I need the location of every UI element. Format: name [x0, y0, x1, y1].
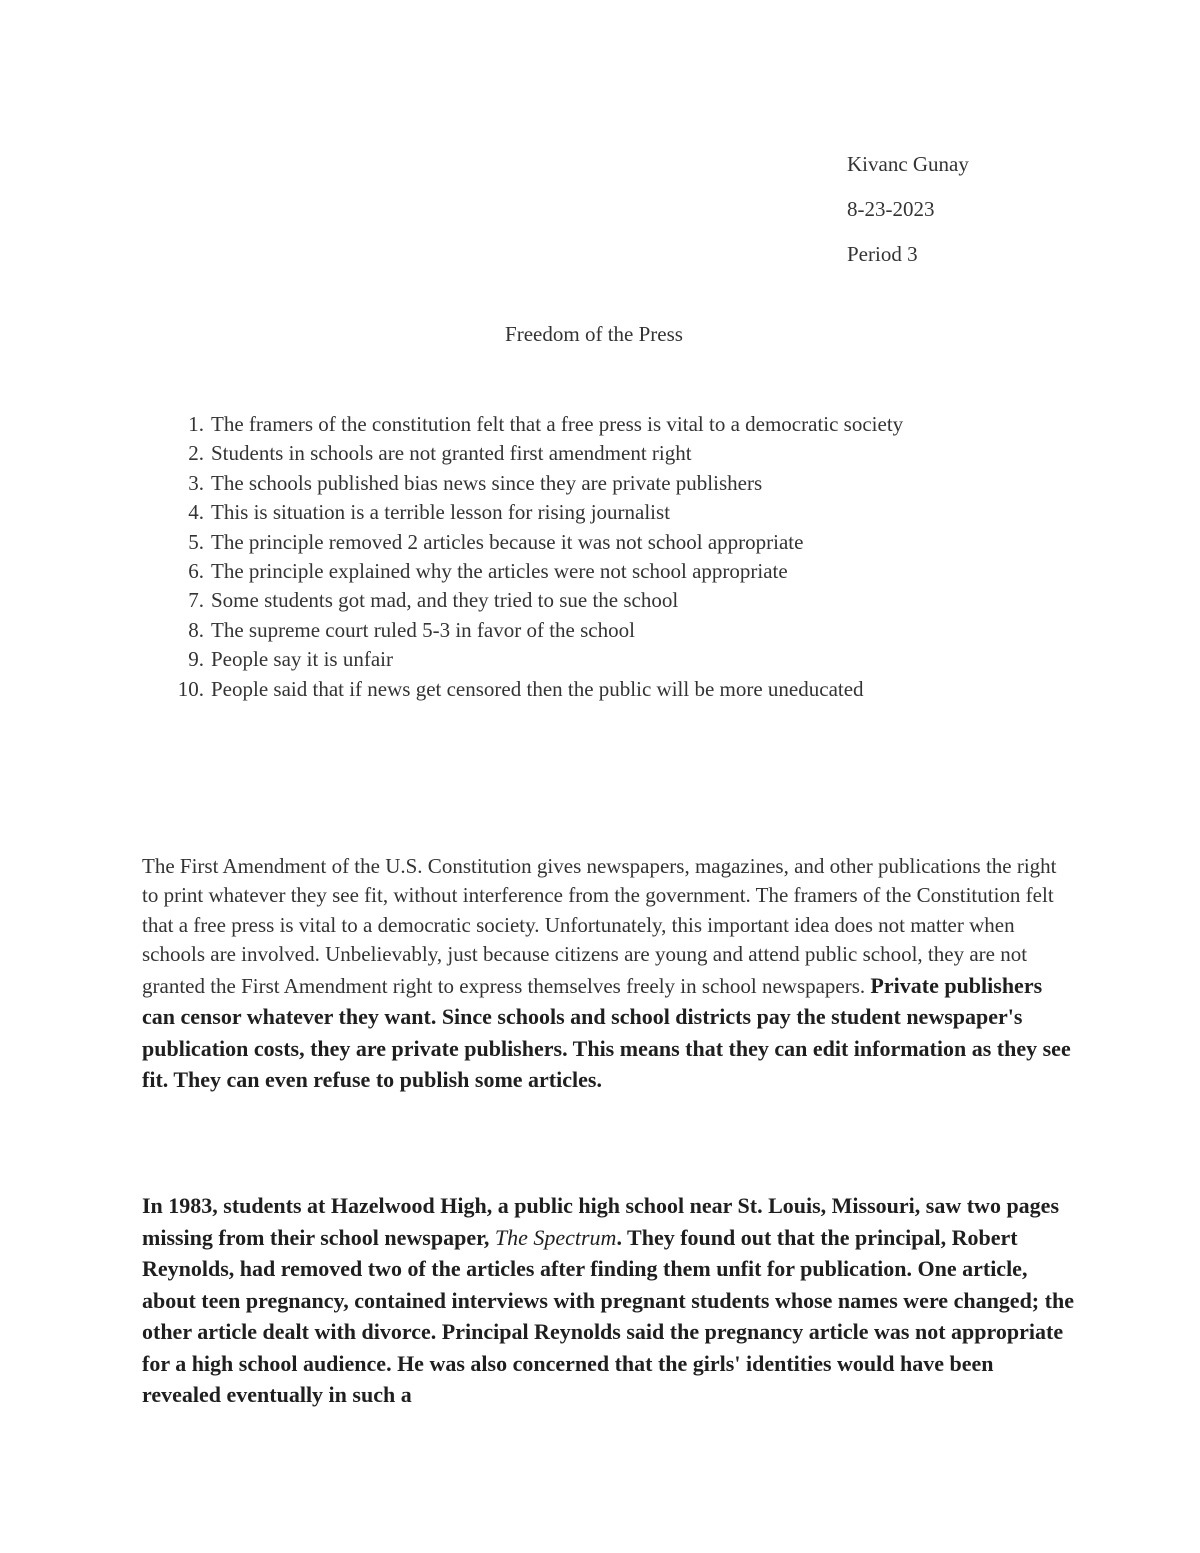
list-item	[166, 586, 903, 615]
list-item-number: 9.	[188, 647, 204, 672]
list-item-number: 7.	[188, 588, 204, 613]
header-block	[847, 142, 969, 277]
paragraph-hazelwood	[142, 1190, 1077, 1411]
paragraph-text-after-title: . They found out that the principal, Robert Reynolds, had removed two of the articles after finding them unfit for publication. One article, about teen pregnancy, contained interviews with pregnant students whose names were changed; the other article dealt with divorce. Principal Reynolds said the pregnancy article was not appropriate for a high school audience. He was also concerned that the girls' identities would have been revealed eventually in such a	[142, 1224, 1074, 1407]
list-item-text: People say it is unfair	[211, 647, 393, 672]
newspaper-title: The Spectrum	[494, 1224, 617, 1250]
list-item	[166, 675, 903, 704]
assignment-date: 8-23-2023	[847, 197, 935, 221]
list-item-number: 5.	[188, 529, 204, 554]
student-name: Kivanc Gunay	[847, 152, 969, 176]
list-item-text: People said that if news get censored then the public will be more uneducated	[211, 676, 864, 701]
list-item-number: 1.	[188, 412, 204, 436]
paragraph-first-amendment	[142, 852, 1077, 1096]
notes-list	[166, 410, 903, 704]
list-item-number: 10.	[177, 676, 204, 701]
list-item	[166, 645, 903, 674]
list-item-number: 4.	[188, 500, 204, 525]
list-item-number: 2.	[188, 441, 204, 466]
list-item	[166, 498, 903, 527]
list-item-text: The principle removed 2 articles because it was not school appropriate	[211, 529, 804, 554]
list-item	[166, 616, 903, 645]
list-item-text: Some students got mad, and they tried to sue the school	[211, 588, 679, 613]
paragraph-bold-text: Private publishers can censor whatever they want. Since schools and school districts pay the student newspaper's publication costs, they are private publishers. This means that they can edit information as they see fit. They can even refuse to publish some articles.	[142, 972, 1071, 1093]
list-item	[166, 410, 903, 439]
list-item-text: The supreme court ruled 5-3 in favor of the school	[211, 617, 635, 642]
list-item-text: This is situation is a terrible lesson for rising journalist	[211, 500, 671, 525]
paragraph-text-before-title: In 1983, students at Hazelwood High, a public high school near St. Louis, Missouri, saw two pages missing from their school newspaper,	[142, 1193, 1060, 1250]
list-item-text: The principle explained why the articles were not school appropriate	[211, 559, 788, 584]
paragraph-normal-text: The First Amendment of the U.S. Constitution gives newspapers, magazines, and other publications the right to print whatever they see fit, without interference from the government. The framers of the Constitution felt that a free press is vital to a democratic society. Unfortunately, this important idea does not matter when schools are involved. Unbelievably, just because citizens are young and attend public school, they are not granted the First Amendment right to express themselves freely in school newspapers.	[142, 854, 1057, 998]
list-item	[166, 469, 903, 498]
list-item	[166, 557, 903, 586]
document-title: Freedom of the Press	[505, 322, 683, 346]
list-item-number: 8.	[188, 617, 204, 642]
list-item-number: 3.	[188, 470, 204, 495]
list-item	[166, 439, 903, 468]
class-period: Period 3	[847, 242, 918, 266]
list-item-number: 6.	[188, 559, 204, 584]
list-item-text: The schools published bias news since they are private publishers	[211, 470, 763, 495]
list-item	[166, 528, 903, 557]
list-item-text: The framers of the constitution felt that a free press is vital to a democratic society	[211, 412, 904, 436]
list-item-text: Students in schools are not granted first amendment right	[211, 441, 692, 466]
